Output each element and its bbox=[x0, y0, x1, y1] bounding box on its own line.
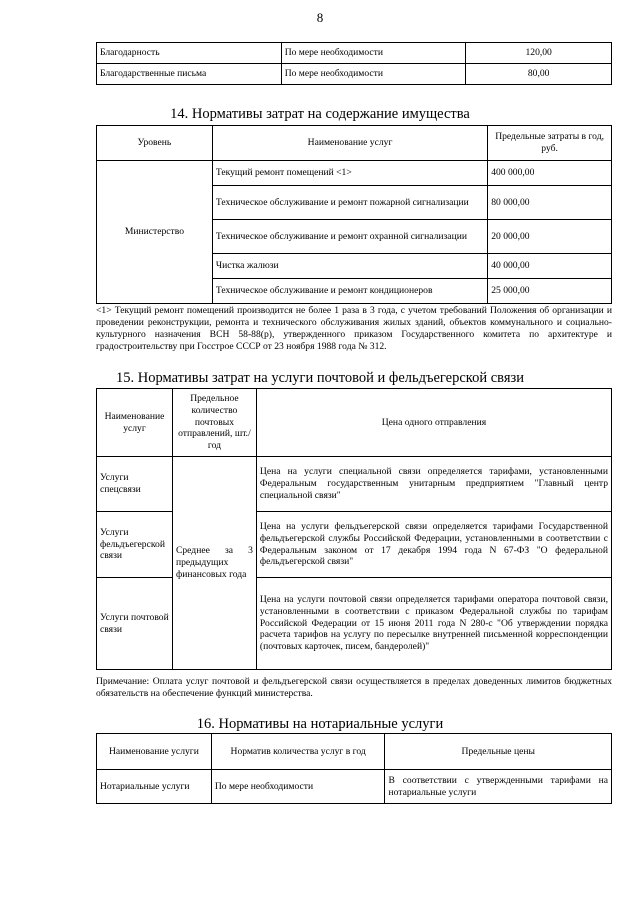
header-name: Наименование услуг bbox=[97, 389, 173, 457]
price-cell: Цена на услуги специальной связи определяется тарифами, установленными Федеральным государственным унитарным предприятием "Главный центр специальной связи" bbox=[256, 457, 611, 512]
cost-cell: 80 000,00 bbox=[488, 186, 612, 220]
cost-cell: 40 000,00 bbox=[488, 254, 612, 279]
service-cell: Чистка жалюзи bbox=[212, 254, 487, 279]
section-14-table bbox=[96, 125, 612, 304]
header-price: Предельные цены bbox=[385, 734, 612, 770]
level-cell: Министерство bbox=[97, 161, 213, 304]
service-cell: Техническое обслуживание и ремонт кондиционеров bbox=[212, 279, 487, 304]
section-14-title: 14. Нормативы затрат на содержание имущества bbox=[170, 106, 470, 122]
service-cell: Текущий ремонт помещений <1> bbox=[212, 161, 487, 186]
row-norm: По мере необходимости bbox=[281, 64, 466, 85]
section-14-footnote: <1> Текущий ремонт помещений производится не более 1 раза в 3 года, с учетом требований Положения об организации и проведении реконструкции, ремонта и технического обслуживания жилых зданий, объектов коммунального и социально-культурного назначения ВСН 58-88(р), утвержденного приказом Государственного комитета по архитектуре и градостроительству при Госстрое СССР от 23 ноября 1988 года № 312. bbox=[96, 305, 612, 352]
service-name-cell: Услуги спецсвязи bbox=[97, 457, 173, 512]
header-level: Уровень bbox=[97, 126, 213, 161]
price-cell: В соответствии с утвержденными тарифами на нотариальные услуги bbox=[385, 770, 612, 804]
header-name: Наименование услуги bbox=[97, 734, 212, 770]
section-15-table bbox=[96, 388, 612, 670]
table-row bbox=[97, 43, 612, 64]
page-number: 8 bbox=[316, 10, 324, 25]
header-norm: Норматив количества услуг в год bbox=[211, 734, 385, 770]
service-cell: Техническое обслуживание и ремонт охранной сигнализации bbox=[212, 220, 487, 254]
row-name: Благодарность bbox=[97, 43, 282, 64]
section-15-title: 15. Нормативы затрат на услуги почтовой и фельдъегерской связи bbox=[116, 370, 524, 386]
service-name-cell: Услуги фельдъегерской связи bbox=[97, 512, 173, 578]
header-service: Наименование услуг bbox=[212, 126, 487, 161]
row-price: 120,00 bbox=[466, 43, 612, 64]
row-name: Благодарственные письма bbox=[97, 64, 282, 85]
header-qty: Предельное количество почтовых отправлений, шт./год bbox=[172, 389, 256, 457]
service-cell: Техническое обслуживание и ремонт пожарной сигнализации bbox=[212, 186, 487, 220]
cost-cell: 20 000,00 bbox=[488, 220, 612, 254]
row-norm: По мере необходимости bbox=[281, 43, 466, 64]
price-cell: Цена на услуги фельдъегерской связи определяется тарифами Государственной фельдъегерской службы Российской Федерации, установленными в соответствии с Федеральным законом от 17 декабря 1994 года N 67-ФЗ "О федеральной фельдъегерской связи" bbox=[256, 512, 611, 578]
table-row bbox=[97, 64, 612, 85]
table-header-row bbox=[97, 734, 612, 770]
section-16-table bbox=[96, 733, 612, 804]
service-name-cell: Услуги почтовой связи bbox=[97, 578, 173, 670]
price-cell: Цена на услуги почтовой связи определяется тарифами оператора почтовой связи, установленными в соответствии с приказом Федеральной службы по тарифам Российской Федерации от 15 июня 2011 года N 280-с "Об утверждении порядка расчета тарифов на услугу по пересылке внутренней письменной корреспонденции (почтовых карточек, писем, бандеролей)" bbox=[256, 578, 611, 670]
table-row bbox=[97, 161, 612, 186]
section-15-note: Примечание: Оплата услуг почтовой и фельдъегерской связи осуществляется в пределах доведенных лимитов бюджетных обязательств на обеспечение функций министерства. bbox=[96, 676, 612, 699]
service-name-cell: Нотариальные услуги bbox=[97, 770, 212, 804]
header-cost: Предельные затраты в год, руб. bbox=[488, 126, 612, 161]
header-price: Цена одного отправления bbox=[256, 389, 611, 457]
norm-cell: По мере необходимости bbox=[211, 770, 385, 804]
top-table bbox=[96, 42, 612, 85]
table-row bbox=[97, 457, 612, 512]
section-16-title: 16. Нормативы на нотариальные услуги bbox=[196, 716, 444, 732]
table-row bbox=[97, 770, 612, 804]
cost-cell: 25 000,00 bbox=[488, 279, 612, 304]
qty-cell: Среднее за 3 предыдущих финансовых года bbox=[172, 457, 256, 670]
table-header-row bbox=[97, 126, 612, 161]
cost-cell: 400 000,00 bbox=[488, 161, 612, 186]
row-price: 80,00 bbox=[466, 64, 612, 85]
table-header-row bbox=[97, 389, 612, 457]
